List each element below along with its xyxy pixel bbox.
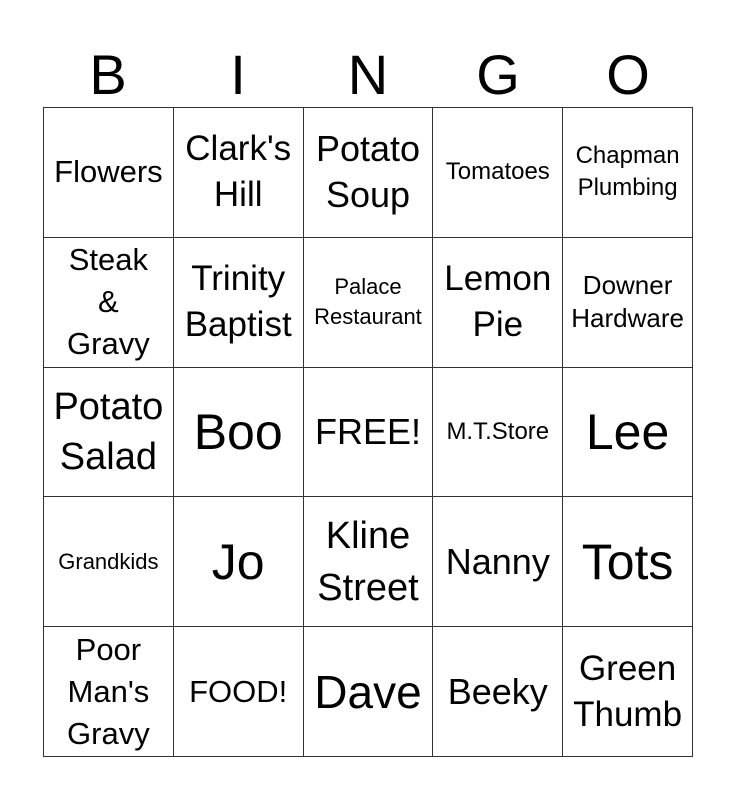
- bingo-grid: [43, 107, 693, 757]
- bingo-cell-r4c1[interactable]: [44, 497, 174, 627]
- cell-label: Potato Salad: [53, 385, 164, 478]
- cell-label: Grandkids: [58, 548, 159, 574]
- header-letter-b: B: [89, 43, 127, 106]
- header-letter-n: N: [347, 43, 389, 106]
- bingo-cell-r5c5[interactable]: [563, 627, 693, 757]
- bingo-cell-r4c4[interactable]: [433, 497, 563, 627]
- bingo-cell-r2c2[interactable]: [174, 238, 304, 368]
- bingo-cell-r3c4[interactable]: [433, 368, 563, 498]
- bingo-cell-r3c5[interactable]: [563, 368, 693, 498]
- cell-label: Nanny: [445, 540, 550, 582]
- cell-label: Dave: [314, 665, 422, 718]
- bingo-cell-r5c4[interactable]: [433, 627, 563, 757]
- cell-label: M.T.Store: [446, 417, 550, 445]
- cell-label: Poor Man's Gravy: [67, 631, 150, 751]
- cell-label: Chapman Plumbing: [575, 142, 680, 202]
- header-letter-i: I: [230, 43, 246, 106]
- bingo-cell-r1c1[interactable]: [44, 108, 174, 238]
- bingo-cell-r5c2[interactable]: [174, 627, 304, 757]
- cell-label: Palace Restaurant: [314, 274, 422, 330]
- cell-label: Tots: [581, 533, 674, 590]
- bingo-cell-r2c4[interactable]: [433, 238, 563, 368]
- cell-label: Steak & Gravy: [67, 242, 150, 362]
- bingo-cell-r2c5[interactable]: [563, 238, 693, 368]
- cell-label: Kline Street: [317, 514, 419, 609]
- bingo-cell-r4c5[interactable]: [563, 497, 693, 627]
- bingo-header: [43, 44, 693, 106]
- bingo-cell-r5c3[interactable]: [304, 627, 434, 757]
- cell-label: Jo: [211, 533, 265, 590]
- cell-label: Trinity Baptist: [184, 259, 292, 345]
- bingo-cell-r2c3[interactable]: [304, 238, 434, 368]
- cell-label: FREE!: [314, 410, 421, 452]
- bingo-cell-r3c3[interactable]: [304, 368, 434, 498]
- cell-label: Beeky: [447, 670, 548, 712]
- bingo-cell-r1c2[interactable]: [174, 108, 304, 238]
- bingo-cell-r1c5[interactable]: [563, 108, 693, 238]
- cell-label: Lemon Pie: [444, 259, 552, 345]
- bingo-cell-r3c2[interactable]: [174, 368, 304, 498]
- cell-label: Clark's Hill: [185, 129, 292, 215]
- bingo-cell-r4c3[interactable]: [304, 497, 434, 627]
- cell-label: Potato Soup: [315, 128, 421, 216]
- bingo-cell-r2c1[interactable]: [44, 238, 174, 368]
- bingo-cell-r5c1[interactable]: [44, 627, 174, 757]
- bingo-cell-r3c1[interactable]: [44, 368, 174, 498]
- cell-label: FOOD!: [189, 673, 288, 709]
- header-letter-g: G: [476, 43, 520, 106]
- bingo-cell-r1c3[interactable]: [304, 108, 434, 238]
- bingo-cell-r1c4[interactable]: [433, 108, 563, 238]
- cell-label: Lee: [585, 403, 670, 460]
- header-letter-o: O: [606, 43, 650, 106]
- cell-label: Downer Hardware: [571, 270, 684, 334]
- cell-label: Green Thumb: [573, 648, 683, 734]
- cell-label: Tomatoes: [445, 158, 550, 186]
- cell-label: Flowers: [54, 154, 163, 190]
- bingo-cell-r4c2[interactable]: [174, 497, 304, 627]
- cell-label: Boo: [193, 403, 283, 460]
